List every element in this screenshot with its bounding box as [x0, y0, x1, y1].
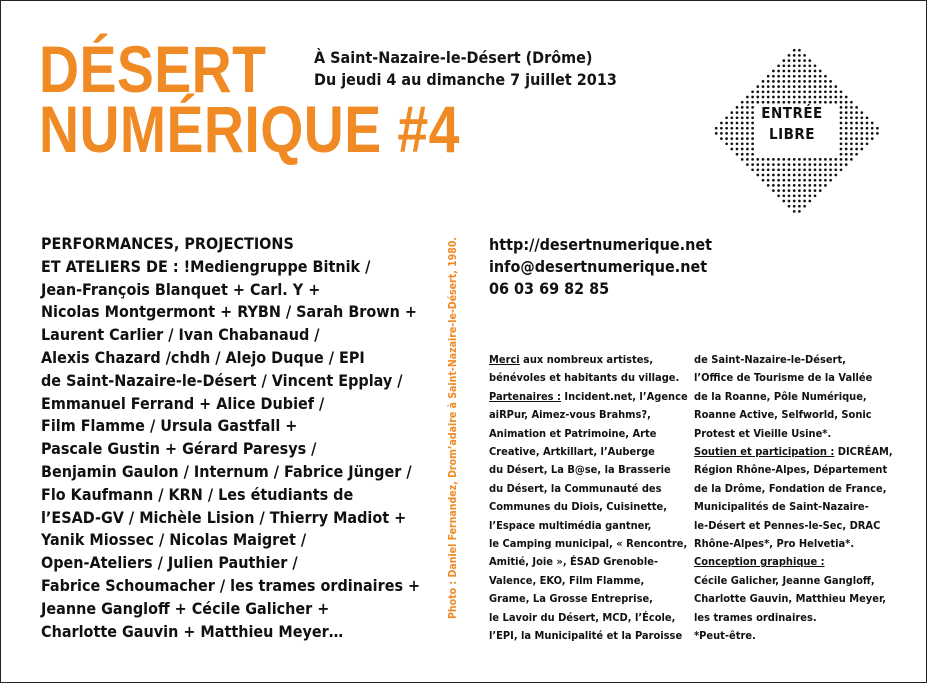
performer-line: PERFORMANCES, PROJECTIONS: [41, 234, 294, 253]
phone-number: 06 03 69 82 85: [489, 279, 610, 298]
colophon-line: *Peut-être.: [694, 629, 756, 643]
colophon-line: le Camping municipal, « Rencontre,: [489, 537, 688, 551]
email-link[interactable]: info@desertnumerique.net: [489, 257, 708, 276]
event-dates: Du jeudi 4 au dimanche 7 juillet 2013: [314, 70, 617, 89]
colophon-right-column: [694, 351, 894, 646]
colophon-line: Creative, Artkillart, l’Auberge: [489, 445, 655, 459]
colophon-line: Municipalités de Saint-Nazaire-: [694, 500, 869, 514]
performer-line: Alexis Chazard /chdh / Alejo Duque / EPI: [41, 347, 365, 367]
performer-line: Emmanuel Ferrand + Alice Dubief /: [41, 393, 325, 413]
colophon-line: l’Espace multimédia gantner,: [489, 518, 652, 532]
support-lines: [694, 461, 894, 553]
colophon-line: les trames ordinaires.: [694, 610, 817, 624]
performer-line: Pascale Gustin + Gérard Paresys /: [41, 439, 317, 459]
colophon-line: Rhône-Alpes*, Pro Helvetia*.: [694, 537, 855, 551]
support-line: [694, 443, 894, 461]
colophon-left-column: [489, 351, 689, 646]
event-location: À Saint-Nazaire-le-Désert (Drôme): [314, 48, 593, 67]
contact-block: [489, 234, 712, 300]
support-heading: Soutien et participation :: [694, 445, 835, 459]
performer-line: l’ESAD-GV / Michèle Lision / Thierry Madiot +: [41, 507, 407, 527]
performer-line: Fabrice Schoumacher / les trames ordinaires +: [41, 575, 421, 595]
colophon-line: de la Roanne, Pôle Numérique,: [694, 389, 867, 403]
website-link[interactable]: http://desertnumerique.net: [489, 235, 712, 254]
photo-credit: [445, 237, 461, 637]
thanks-heading: Merci: [489, 353, 520, 366]
performer-line: Benjamin Gaulon / Internum / Fabrice Jünger /: [41, 461, 412, 481]
performer-line: Laurent Carlier / Ivan Chabanaud /: [41, 325, 320, 345]
partners-heading: Partenaires :: [489, 389, 561, 403]
partners-line: [489, 388, 689, 406]
colophon-line: Amitié, Joie », ÉSAD Grenoble-: [489, 555, 659, 569]
colophon-line: de la Drôme, Fondation de France,: [694, 481, 887, 495]
colophon-line: aiRPur, Aimez-vous Brahms?,: [489, 408, 651, 422]
colophon-line: Grame, La Grosse Entreprise,: [489, 592, 653, 606]
festival-title-line-1: DÉSERT: [39, 32, 267, 106]
thanks-text: aux nombreux artistes,: [519, 353, 654, 366]
photo-credit-text: Photo : Daniel Fernandez, Drom’adaire à Saint-Nazaire-le-Désert, 1980.: [447, 237, 459, 619]
performer-line: de Saint-Nazaire-le-Désert / Vincent Epplay /: [41, 370, 403, 390]
thanks-line-2: bénévoles et habitants du village.: [489, 371, 680, 385]
free-entry-label: [749, 103, 835, 145]
colophon-line: Animation et Patrimoine, Arte: [489, 426, 657, 440]
partners-continued-lines: [694, 351, 894, 443]
performer-line: Flo Kaufmann / KRN / Les étudiants de: [41, 484, 354, 504]
colophon-line: Communes du Diois, Cuisinette,: [489, 500, 667, 514]
performers-list: [41, 233, 421, 643]
performer-line: Jean-François Blanquet + Carl. Y +: [41, 279, 321, 299]
performer-line: Jeanne Gangloff + Cécile Galicher +: [41, 598, 330, 618]
free-entry-line-2: LIBRE: [768, 125, 815, 143]
colophon-line: Cécile Galicher, Jeanne Gangloff,: [694, 573, 875, 587]
colophon-line: du Désert, la Communauté des: [489, 481, 662, 495]
performer-line: Film Flamme / Ursula Gastfall +: [41, 416, 298, 436]
support-first-text: DICRÉAM,: [834, 445, 893, 459]
colophon-line: du Désert, La B@se, la Brasserie: [489, 463, 671, 477]
colophon-line: le Lavoir du Désert, MCD, l’École,: [489, 610, 676, 624]
partners-lines: [489, 406, 689, 645]
colophon-line: Protest et Vieille Usine*.: [694, 426, 832, 440]
festival-title-line-2: NUMÉRIQUE #4: [39, 92, 460, 166]
colophon-line: Roanne Active, Selfworld, Sonic: [694, 408, 872, 422]
free-entry-line-1: ENTRÉE: [761, 104, 823, 122]
design-credit-lines: [694, 572, 894, 646]
colophon-line: Région Rhône-Alpes, Département: [694, 463, 888, 477]
colophon-line: l’Office de Tourisme de la Vallée: [694, 371, 873, 385]
performer-line: ET ATELIERS DE : !Mediengruppe Bitnik /: [41, 256, 371, 276]
colophon-line: le-Désert et Pennes-le-Sec, DRAC: [694, 518, 881, 532]
performer-line: Charlotte Gauvin + Matthieu Meyer…: [41, 621, 344, 641]
colophon-line: Valence, EKO, Film Flamme,: [489, 573, 645, 587]
colophon-line: l’EPI, la Municipalité et la Paroisse: [489, 629, 683, 643]
thanks-line: [489, 351, 689, 369]
event-info: [314, 47, 617, 91]
performer-line: Open-Ateliers / Julien Pauthier /: [41, 553, 298, 573]
performer-line: Nicolas Montgermont + RYBN / Sarah Brown +: [41, 302, 417, 322]
partners-first-text: Incident.net, l’Agence: [560, 389, 688, 403]
design-heading: Conception graphique :: [694, 555, 825, 569]
performer-line: Yanik Miossec / Nicolas Maigret /: [41, 530, 307, 550]
colophon-line: de Saint-Nazaire-le-Désert,: [694, 353, 846, 366]
colophon-line: Charlotte Gauvin, Matthieu Meyer,: [694, 592, 886, 606]
